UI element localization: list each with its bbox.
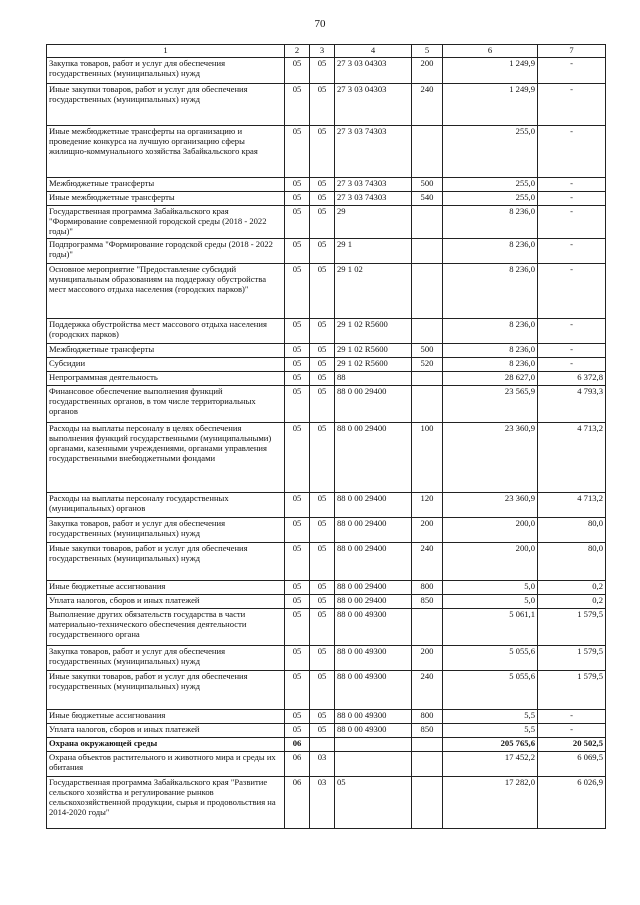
- cell-amount-2: 1 579,5: [538, 646, 606, 671]
- cell-razdel: 05: [285, 423, 310, 493]
- cell-amount-2: -: [538, 84, 606, 126]
- cell-name: Иные бюджетные ассигнования: [47, 581, 285, 595]
- cell-razdel: 05: [285, 724, 310, 738]
- cell-razdel: 05: [285, 206, 310, 239]
- cell-amount: 5 055,6: [443, 671, 538, 710]
- cell-amount: 8 236,0: [443, 239, 538, 264]
- cell-name: Закупка товаров, работ и услуг для обеспечения государственных (муниципальных) нужд: [47, 58, 285, 84]
- cell-target-article: 88: [335, 372, 412, 386]
- cell-amount: 23 360,9: [443, 493, 538, 518]
- cell-amount-2: -: [538, 724, 606, 738]
- cell-target-article: 88 0 00 29400: [335, 543, 412, 581]
- cell-razdel: 05: [285, 84, 310, 126]
- cell-name: Иные закупки товаров, работ и услуг для обеспечения государственных (муниципальных) нужд: [47, 543, 285, 581]
- table-row: [47, 264, 606, 319]
- cell-target-article: 27 3 03 04303: [335, 84, 412, 126]
- cell-amount-2: -: [538, 206, 606, 239]
- cell-amount-2: -: [538, 192, 606, 206]
- cell-podrazdel: 05: [310, 609, 335, 646]
- cell-expense-type: [412, 372, 443, 386]
- header-cell: 6: [443, 45, 538, 58]
- cell-target-article: 88 0 00 49300: [335, 710, 412, 724]
- cell-podrazdel: [310, 738, 335, 752]
- cell-podrazdel: 05: [310, 595, 335, 609]
- cell-amount: 17 282,0: [443, 777, 538, 829]
- cell-podrazdel: 05: [310, 372, 335, 386]
- cell-amount: 5,0: [443, 595, 538, 609]
- cell-target-article: [335, 738, 412, 752]
- cell-target-article: 88 0 00 49300: [335, 609, 412, 646]
- cell-expense-type: [412, 386, 443, 423]
- cell-podrazdel: 05: [310, 178, 335, 192]
- cell-expense-type: 100: [412, 423, 443, 493]
- table-row: [47, 595, 606, 609]
- table-row: [47, 777, 606, 829]
- cell-name: Выполнение других обязательств государства в части материально-технического обеспечения деятельности государственного органа: [47, 609, 285, 646]
- cell-target-article: 88 0 00 29400: [335, 386, 412, 423]
- cell-razdel: 05: [285, 126, 310, 178]
- cell-amount-2: 4 713,2: [538, 493, 606, 518]
- cell-amount: 1 249,9: [443, 84, 538, 126]
- cell-expense-type: [412, 319, 443, 344]
- cell-target-article: 88 0 00 29400: [335, 595, 412, 609]
- cell-expense-type: 800: [412, 581, 443, 595]
- cell-amount: 205 765,6: [443, 738, 538, 752]
- cell-razdel: 05: [285, 319, 310, 344]
- cell-amount-2: 20 502,5: [538, 738, 606, 752]
- cell-podrazdel: 05: [310, 724, 335, 738]
- cell-razdel: 05: [285, 581, 310, 595]
- cell-amount-2: 6 026,9: [538, 777, 606, 829]
- cell-target-article: 88 0 00 49300: [335, 646, 412, 671]
- cell-podrazdel: 05: [310, 518, 335, 543]
- cell-name: Поддержка обустройства мест массового отдыха населения (городских парков): [47, 319, 285, 344]
- table-row: [47, 206, 606, 239]
- table-row: [47, 752, 606, 777]
- cell-name: Закупка товаров, работ и услуг для обеспечения государственных (муниципальных) нужд: [47, 646, 285, 671]
- cell-target-article: 27 3 03 74303: [335, 126, 412, 178]
- table-row: [47, 126, 606, 178]
- cell-expense-type: [412, 206, 443, 239]
- cell-razdel: 05: [285, 595, 310, 609]
- cell-expense-type: 850: [412, 724, 443, 738]
- cell-expense-type: 120: [412, 493, 443, 518]
- cell-podrazdel: 05: [310, 319, 335, 344]
- cell-razdel: 06: [285, 752, 310, 777]
- header-cell: 5: [412, 45, 443, 58]
- table-row: [47, 358, 606, 372]
- table-row: [47, 84, 606, 126]
- cell-name: Иные закупки товаров, работ и услуг для обеспечения государственных (муниципальных) нужд: [47, 671, 285, 710]
- cell-amount-2: 1 579,5: [538, 609, 606, 646]
- cell-amount: 23 360,9: [443, 423, 538, 493]
- cell-expense-type: 850: [412, 595, 443, 609]
- cell-amount: 17 452,2: [443, 752, 538, 777]
- cell-name: Охрана окружающей среды: [47, 738, 285, 752]
- cell-podrazdel: 05: [310, 671, 335, 710]
- cell-expense-type: [412, 126, 443, 178]
- cell-target-article: 88 0 00 49300: [335, 671, 412, 710]
- cell-amount-2: -: [538, 264, 606, 319]
- cell-expense-type: 800: [412, 710, 443, 724]
- cell-razdel: 05: [285, 358, 310, 372]
- cell-expense-type: 540: [412, 192, 443, 206]
- cell-amount: 8 236,0: [443, 344, 538, 358]
- cell-amount-2: 1 579,5: [538, 671, 606, 710]
- table-row: [47, 319, 606, 344]
- cell-podrazdel: 05: [310, 58, 335, 84]
- cell-razdel: 06: [285, 738, 310, 752]
- cell-podrazdel: 05: [310, 543, 335, 581]
- table-row: [47, 646, 606, 671]
- header-cell: 7: [538, 45, 606, 58]
- cell-razdel: 05: [285, 646, 310, 671]
- cell-razdel: 05: [285, 386, 310, 423]
- cell-podrazdel: 05: [310, 710, 335, 724]
- cell-amount: 5,0: [443, 581, 538, 595]
- cell-target-article: 88 0 00 29400: [335, 493, 412, 518]
- cell-amount: 5 061,1: [443, 609, 538, 646]
- cell-razdel: 06: [285, 777, 310, 829]
- cell-name: Иные межбюджетные трансферты: [47, 192, 285, 206]
- cell-razdel: 05: [285, 493, 310, 518]
- cell-razdel: 05: [285, 344, 310, 358]
- cell-target-article: 29 1 02 R5600: [335, 358, 412, 372]
- cell-amount: 8 236,0: [443, 264, 538, 319]
- cell-name: Расходы на выплаты персоналу государственных (муниципальных) органов: [47, 493, 285, 518]
- cell-name: Иные закупки товаров, работ и услуг для обеспечения государственных (муниципальных) нужд: [47, 84, 285, 126]
- table-row: [47, 239, 606, 264]
- cell-amount-2: 4 793,3: [538, 386, 606, 423]
- cell-podrazdel: 05: [310, 646, 335, 671]
- cell-amount: 200,0: [443, 518, 538, 543]
- table-row: [47, 372, 606, 386]
- table-row: [47, 493, 606, 518]
- header-cell: 1: [47, 45, 285, 58]
- table-row: [47, 423, 606, 493]
- cell-name: Межбюджетные трансферты: [47, 344, 285, 358]
- cell-amount-2: 0,2: [538, 595, 606, 609]
- cell-name: Государственная программа Забайкальского края "Формирование современной городской среды (2018 - 2022 годы)": [47, 206, 285, 239]
- cell-expense-type: 240: [412, 84, 443, 126]
- table-row: [47, 671, 606, 710]
- page-number: 70: [314, 18, 326, 30]
- cell-amount: 8 236,0: [443, 358, 538, 372]
- cell-amount-2: -: [538, 358, 606, 372]
- cell-razdel: 05: [285, 58, 310, 84]
- cell-name: Государственная программа Забайкальского края "Развитие сельского хозяйства и регулирование рынков сельскохозяйственной продукции, сырья и продовольствия на 2014-2020 годы": [47, 777, 285, 829]
- header-cell: 3: [310, 45, 335, 58]
- cell-amount: 255,0: [443, 178, 538, 192]
- cell-target-article: 29 1 02 R5600: [335, 344, 412, 358]
- table-row: [47, 192, 606, 206]
- cell-name: Расходы на выплаты персоналу в целях обеспечения выполнения функций государственными (муниципальными) органами, казенными учреждениями, органами управления государственными внебюджетными фондами: [47, 423, 285, 493]
- header-row: [47, 45, 606, 58]
- cell-amount: 5,5: [443, 724, 538, 738]
- cell-podrazdel: 05: [310, 358, 335, 372]
- cell-target-article: 88 0 00 29400: [335, 581, 412, 595]
- cell-amount: 1 249,9: [443, 58, 538, 84]
- cell-expense-type: [412, 738, 443, 752]
- cell-target-article: 29 1 02 R5600: [335, 319, 412, 344]
- cell-expense-type: 200: [412, 518, 443, 543]
- table-row: [47, 518, 606, 543]
- cell-amount: 255,0: [443, 192, 538, 206]
- cell-name: Иные бюджетные ассигнования: [47, 710, 285, 724]
- table-row: [47, 344, 606, 358]
- cell-razdel: 05: [285, 192, 310, 206]
- cell-razdel: 05: [285, 543, 310, 581]
- table-row: [47, 58, 606, 84]
- table-row: [47, 386, 606, 423]
- cell-name: Уплата налогов, сборов и иных платежей: [47, 595, 285, 609]
- cell-razdel: 05: [285, 372, 310, 386]
- cell-expense-type: 500: [412, 178, 443, 192]
- cell-razdel: 05: [285, 609, 310, 646]
- cell-amount: 5 055,6: [443, 646, 538, 671]
- cell-amount-2: 0,2: [538, 581, 606, 595]
- cell-amount: 255,0: [443, 126, 538, 178]
- cell-podrazdel: 05: [310, 344, 335, 358]
- cell-amount-2: -: [538, 178, 606, 192]
- cell-name: Межбюджетные трансферты: [47, 178, 285, 192]
- cell-amount-2: -: [538, 126, 606, 178]
- table-row: [47, 178, 606, 192]
- cell-razdel: 05: [285, 239, 310, 264]
- cell-expense-type: [412, 609, 443, 646]
- cell-name: Иные межбюджетные трансферты на организацию и проведение конкурса на лучшую организацию сферы жилищно-коммунального хозяйства Забайкальского края: [47, 126, 285, 178]
- cell-target-article: 88 0 00 49300: [335, 724, 412, 738]
- cell-target-article: 27 3 03 74303: [335, 192, 412, 206]
- cell-amount-2: -: [538, 239, 606, 264]
- cell-expense-type: [412, 239, 443, 264]
- cell-amount-2: -: [538, 58, 606, 84]
- cell-expense-type: 240: [412, 543, 443, 581]
- cell-podrazdel: 05: [310, 581, 335, 595]
- cell-podrazdel: 03: [310, 777, 335, 829]
- cell-amount-2: -: [538, 710, 606, 724]
- cell-target-article: 27 3 03 74303: [335, 178, 412, 192]
- cell-podrazdel: 05: [310, 84, 335, 126]
- cell-expense-type: 200: [412, 646, 443, 671]
- cell-razdel: 05: [285, 518, 310, 543]
- cell-target-article: 29: [335, 206, 412, 239]
- cell-amount-2: 6 069,5: [538, 752, 606, 777]
- cell-expense-type: [412, 777, 443, 829]
- cell-amount-2: -: [538, 319, 606, 344]
- cell-podrazdel: 03: [310, 752, 335, 777]
- cell-amount-2: 4 713,2: [538, 423, 606, 493]
- cell-amount: 23 565,9: [443, 386, 538, 423]
- cell-podrazdel: 05: [310, 264, 335, 319]
- cell-target-article: [335, 752, 412, 777]
- cell-expense-type: 520: [412, 358, 443, 372]
- table-row: [47, 581, 606, 595]
- table-row: [47, 724, 606, 738]
- cell-razdel: 05: [285, 264, 310, 319]
- cell-podrazdel: 05: [310, 126, 335, 178]
- cell-podrazdel: 05: [310, 386, 335, 423]
- cell-name: Субсидии: [47, 358, 285, 372]
- cell-expense-type: 500: [412, 344, 443, 358]
- cell-amount: 200,0: [443, 543, 538, 581]
- cell-amount-2: 6 372,8: [538, 372, 606, 386]
- cell-target-article: 05: [335, 777, 412, 829]
- cell-amount: 5,5: [443, 710, 538, 724]
- cell-name: Основное мероприятие "Предоставление субсидий муниципальным образованиям на поддержку обустройства мест массового отдыха населения (городских парков)": [47, 264, 285, 319]
- budget-table: [46, 44, 606, 829]
- cell-amount-2: -: [538, 344, 606, 358]
- cell-name: Охрана объектов растительного и животного мира и среды их обитания: [47, 752, 285, 777]
- cell-podrazdel: 05: [310, 206, 335, 239]
- cell-podrazdel: 05: [310, 192, 335, 206]
- table-row: [47, 543, 606, 581]
- cell-target-article: 29 1: [335, 239, 412, 264]
- cell-podrazdel: 05: [310, 493, 335, 518]
- cell-target-article: 29 1 02: [335, 264, 412, 319]
- cell-amount: 28 627,0: [443, 372, 538, 386]
- cell-name: Финансовое обеспечение выполнения функций государственных органов, в том числе территориальных органов: [47, 386, 285, 423]
- cell-expense-type: 200: [412, 58, 443, 84]
- header-cell: 2: [285, 45, 310, 58]
- cell-expense-type: [412, 264, 443, 319]
- cell-expense-type: 240: [412, 671, 443, 710]
- cell-podrazdel: 05: [310, 239, 335, 264]
- table-row: [47, 738, 606, 752]
- cell-razdel: 05: [285, 178, 310, 192]
- cell-amount: 8 236,0: [443, 206, 538, 239]
- cell-razdel: 05: [285, 671, 310, 710]
- table-row: [47, 710, 606, 724]
- cell-podrazdel: 05: [310, 423, 335, 493]
- header-cell: 4: [335, 45, 412, 58]
- cell-razdel: 05: [285, 710, 310, 724]
- cell-name: Закупка товаров, работ и услуг для обеспечения государственных (муниципальных) нужд: [47, 518, 285, 543]
- cell-amount-2: 80,0: [538, 543, 606, 581]
- cell-target-article: 88 0 00 29400: [335, 518, 412, 543]
- cell-target-article: 27 3 03 04303: [335, 58, 412, 84]
- cell-name: Непрограммная деятельность: [47, 372, 285, 386]
- cell-name: Подпрограмма "Формирование городской среды (2018 - 2022 годы)": [47, 239, 285, 264]
- cell-amount: 8 236,0: [443, 319, 538, 344]
- table-row: [47, 609, 606, 646]
- cell-expense-type: [412, 752, 443, 777]
- cell-name: Уплата налогов, сборов и иных платежей: [47, 724, 285, 738]
- cell-target-article: 88 0 00 29400: [335, 423, 412, 493]
- cell-amount-2: 80,0: [538, 518, 606, 543]
